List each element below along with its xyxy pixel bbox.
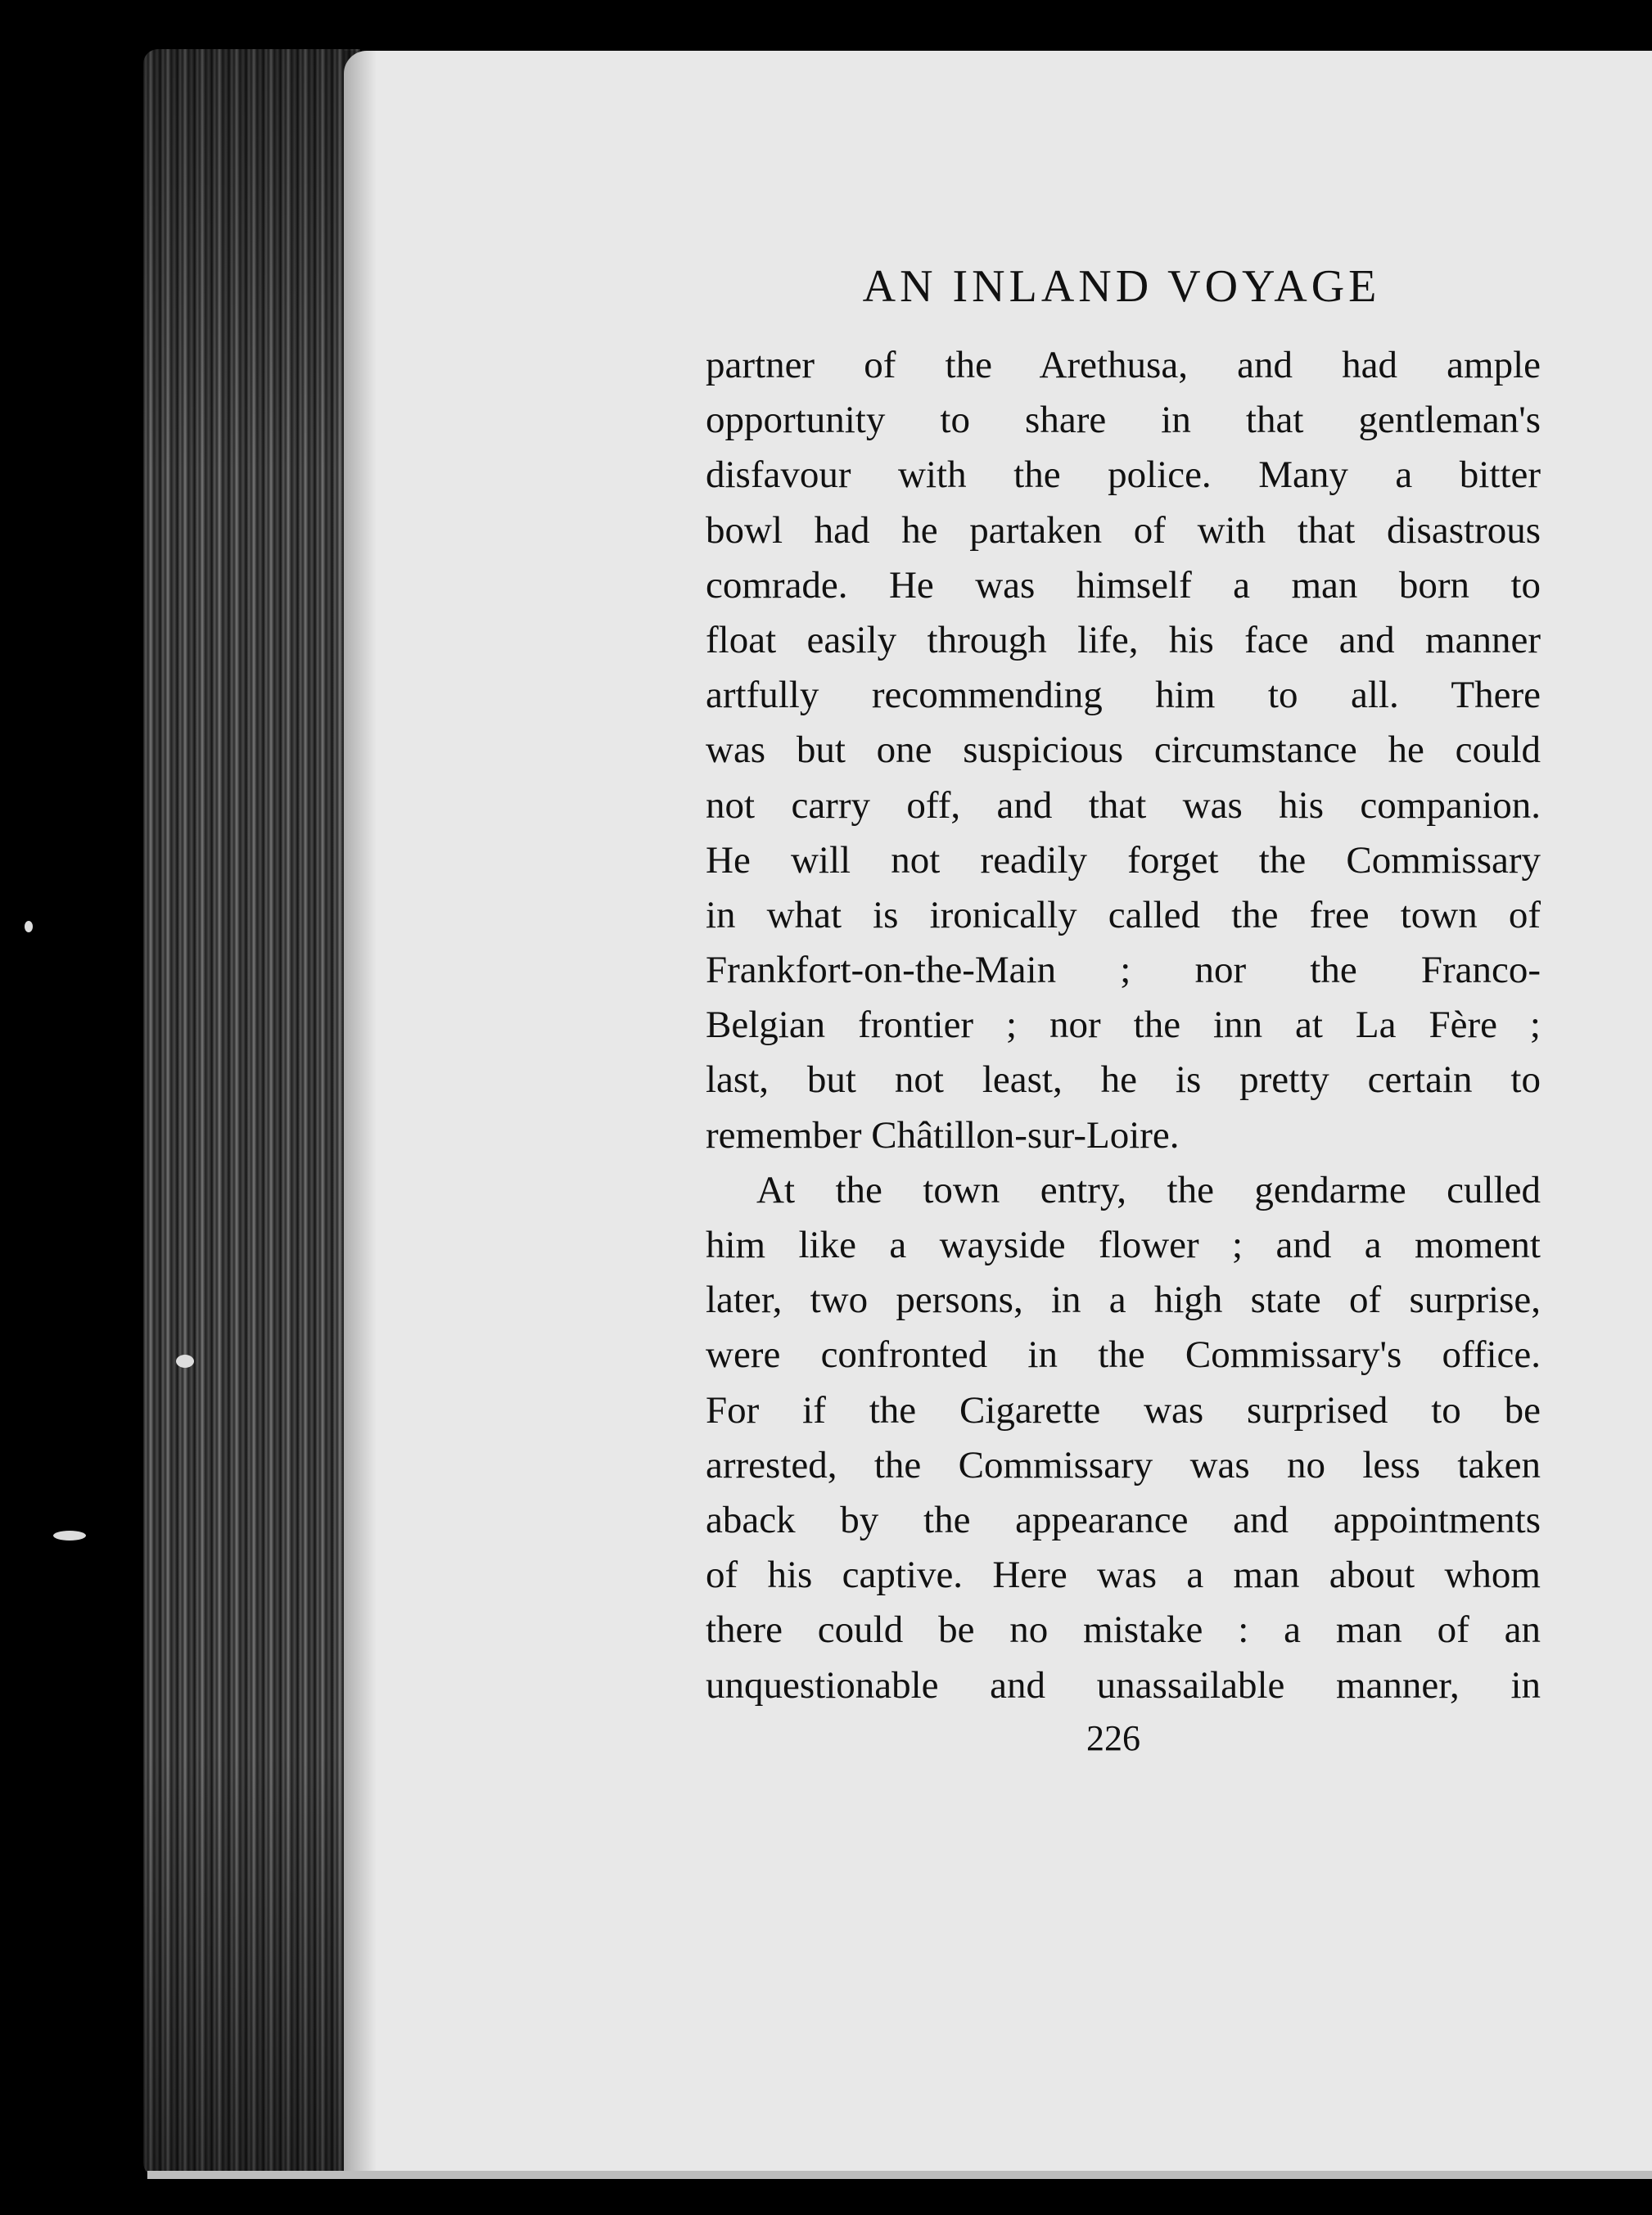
text-line: artfully recommending him to all. There [706, 674, 1541, 717]
text-line: opportunity to share in that gentleman's [706, 399, 1541, 442]
text-line: later, two persons, in a high state of surprise, [706, 1279, 1541, 1322]
text-line: bowl had he partaken of with that disastrous [706, 508, 1541, 552]
running-head: AN INLAND VOYAGE [862, 261, 1381, 312]
text-line: was but one suspicious circumstance he could [706, 729, 1541, 772]
text-line: Frankfort-on-the-Main ; nor the Franco- [706, 949, 1541, 992]
text-line: last, but not least, he is pretty certain to [706, 1058, 1541, 1102]
text-line: partner of the Arethusa, and had ample [706, 344, 1541, 386]
text-line: At the town entry, the gendarme culled [756, 1168, 1541, 1211]
text-line: unquestionable and unassailable manner, in [706, 1663, 1541, 1707]
page-gutter-shadow [344, 51, 377, 2171]
dust-speck [53, 1531, 86, 1541]
text-line: He will not readily forget the Commissary [706, 838, 1541, 882]
text-line: remember Châtillon-sur-Loire. [706, 1113, 1180, 1157]
text-line: not carry off, and that was his companion. [706, 783, 1541, 827]
text-line: in what is ironically called the free town of [706, 893, 1541, 936]
text-line: float easily through life, his face and manner [706, 618, 1541, 661]
text-line: disfavour with the police. Many a bitter [706, 453, 1541, 497]
text-line: were confronted in the Commissary's office. [706, 1333, 1541, 1377]
text-line: comrade. He was himself a man born to [706, 563, 1541, 607]
page-bottom-edge [147, 2171, 1652, 2179]
text-line: of his captive. Here was a man about whom [706, 1554, 1541, 1597]
text-line: him like a wayside flower ; and a moment [706, 1224, 1541, 1266]
text-line: arrested, the Commissary was no less taken [706, 1443, 1541, 1486]
dust-speck [176, 1355, 194, 1368]
body-text [706, 338, 1541, 1713]
text-line: aback by the appearance and appointments [706, 1498, 1541, 1541]
text-line: there could be no mistake : a man of an [706, 1608, 1541, 1652]
text-line: For if the Cigarette was surprised to be [706, 1388, 1541, 1432]
text-line: Belgian frontier ; nor the inn at La Fère ; [706, 1004, 1541, 1047]
fore-edge-shadow [143, 49, 360, 2177]
dust-speck [25, 921, 33, 932]
page-number: 226 [1086, 1718, 1140, 1758]
